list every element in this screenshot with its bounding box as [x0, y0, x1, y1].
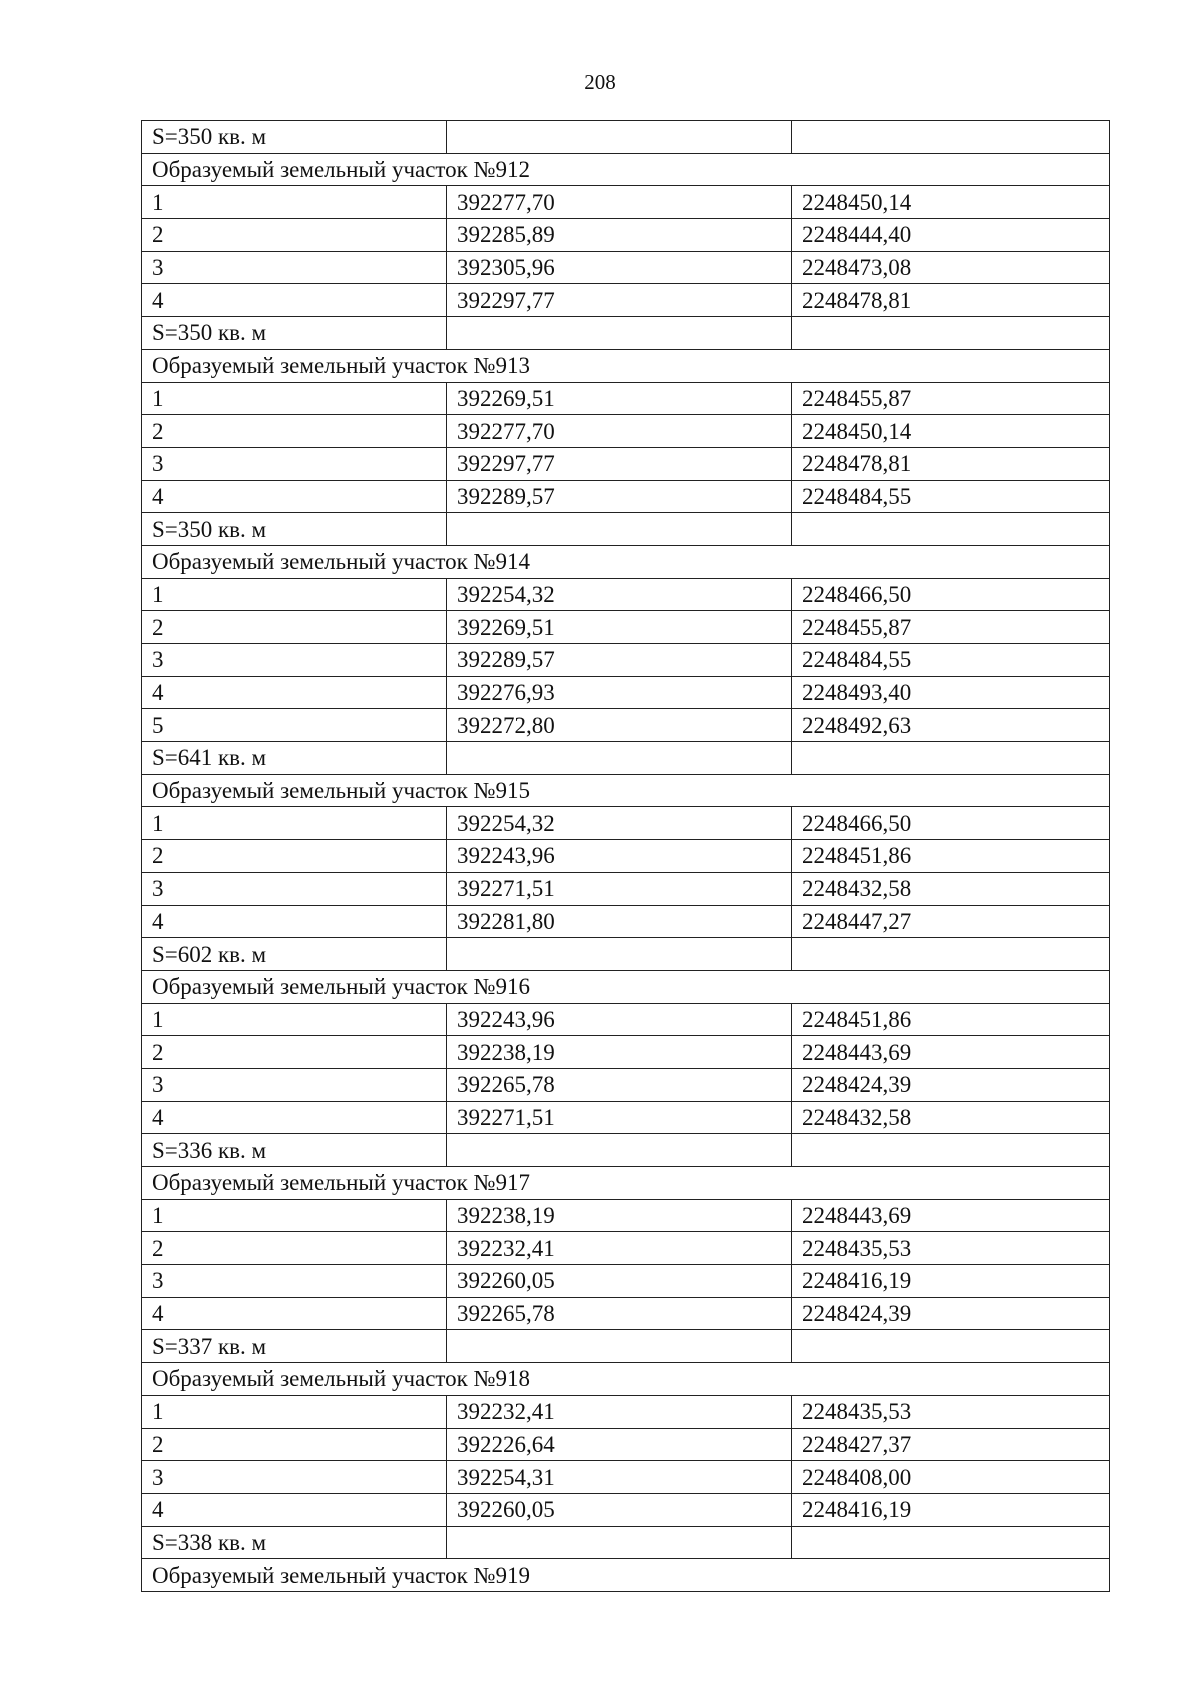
y-coordinate: 2248424,39	[792, 1068, 1110, 1101]
empty-cell	[792, 938, 1110, 971]
x-coordinate: 392232,41	[447, 1395, 792, 1428]
y-coordinate: 2248484,55	[792, 644, 1110, 677]
empty-cell	[792, 513, 1110, 546]
x-coordinate: 392281,80	[447, 905, 792, 938]
parcel-title: Образуемый земельный участок №913	[142, 349, 1110, 382]
point-row	[142, 1036, 1110, 1069]
point-row	[142, 447, 1110, 480]
x-coordinate: 392243,96	[447, 1003, 792, 1036]
point-number: 2	[142, 840, 447, 873]
x-coordinate: 392243,96	[447, 840, 792, 873]
area-row	[142, 1330, 1110, 1363]
parcel-title: Образуемый земельный участок №916	[142, 970, 1110, 1003]
point-number: 3	[142, 1068, 447, 1101]
point-number: 1	[142, 382, 447, 415]
x-coordinate: 392276,93	[447, 676, 792, 709]
area-value: S=337 кв. м	[142, 1330, 447, 1363]
parcel-title-row	[142, 1167, 1110, 1200]
y-coordinate: 2248435,53	[792, 1395, 1110, 1428]
empty-cell	[792, 1526, 1110, 1559]
x-coordinate: 392297,77	[447, 447, 792, 480]
point-number: 1	[142, 807, 447, 840]
y-coordinate: 2248455,87	[792, 611, 1110, 644]
x-coordinate: 392232,41	[447, 1232, 792, 1265]
parcel-title-row	[142, 1559, 1110, 1592]
empty-cell	[792, 742, 1110, 775]
x-coordinate: 392260,05	[447, 1493, 792, 1526]
x-coordinate: 392254,31	[447, 1461, 792, 1494]
point-row	[142, 578, 1110, 611]
point-row	[142, 480, 1110, 513]
x-coordinate: 392289,57	[447, 480, 792, 513]
point-row	[142, 1297, 1110, 1330]
empty-cell	[792, 317, 1110, 350]
point-number: 1	[142, 1395, 447, 1428]
point-number: 2	[142, 219, 447, 252]
point-row	[142, 1068, 1110, 1101]
x-coordinate: 392305,96	[447, 251, 792, 284]
parcel-title-row	[142, 153, 1110, 186]
coordinates-table	[141, 120, 1110, 1592]
x-coordinate: 392277,70	[447, 186, 792, 219]
empty-cell	[447, 1134, 792, 1167]
point-number: 4	[142, 480, 447, 513]
area-row	[142, 938, 1110, 971]
point-number: 4	[142, 1493, 447, 1526]
point-number: 1	[142, 578, 447, 611]
point-number: 3	[142, 1461, 447, 1494]
y-coordinate: 2248451,86	[792, 840, 1110, 873]
point-row	[142, 284, 1110, 317]
parcel-title: Образуемый земельный участок №919	[142, 1559, 1110, 1592]
empty-cell	[792, 1134, 1110, 1167]
point-number: 3	[142, 447, 447, 480]
point-row	[142, 1101, 1110, 1134]
point-number: 2	[142, 1232, 447, 1265]
y-coordinate: 2248408,00	[792, 1461, 1110, 1494]
y-coordinate: 2248478,81	[792, 447, 1110, 480]
y-coordinate: 2248416,19	[792, 1265, 1110, 1298]
point-row	[142, 1461, 1110, 1494]
parcel-title-row	[142, 970, 1110, 1003]
empty-cell	[792, 121, 1110, 154]
parcel-title-row	[142, 545, 1110, 578]
point-number: 2	[142, 1036, 447, 1069]
parcel-title-row	[142, 774, 1110, 807]
point-row	[142, 611, 1110, 644]
point-row	[142, 1265, 1110, 1298]
empty-cell	[447, 742, 792, 775]
x-coordinate: 392238,19	[447, 1199, 792, 1232]
point-row	[142, 807, 1110, 840]
y-coordinate: 2248432,58	[792, 872, 1110, 905]
area-row	[142, 317, 1110, 350]
x-coordinate: 392277,70	[447, 415, 792, 448]
point-row	[142, 1428, 1110, 1461]
y-coordinate: 2248427,37	[792, 1428, 1110, 1461]
point-row	[142, 1493, 1110, 1526]
parcel-title: Образуемый земельный участок №914	[142, 545, 1110, 578]
empty-cell	[447, 1526, 792, 1559]
point-number: 1	[142, 1199, 447, 1232]
area-value: S=350 кв. м	[142, 121, 447, 154]
x-coordinate: 392289,57	[447, 644, 792, 677]
empty-cell	[792, 1330, 1110, 1363]
x-coordinate: 392226,64	[447, 1428, 792, 1461]
y-coordinate: 2248416,19	[792, 1493, 1110, 1526]
area-row	[142, 513, 1110, 546]
empty-cell	[447, 121, 792, 154]
area-value: S=336 кв. м	[142, 1134, 447, 1167]
y-coordinate: 2248450,14	[792, 415, 1110, 448]
point-number: 1	[142, 1003, 447, 1036]
point-row	[142, 840, 1110, 873]
x-coordinate: 392269,51	[447, 382, 792, 415]
point-row	[142, 1003, 1110, 1036]
y-coordinate: 2248424,39	[792, 1297, 1110, 1330]
parcel-title: Образуемый земельный участок №912	[142, 153, 1110, 186]
area-row	[142, 1134, 1110, 1167]
point-row	[142, 1199, 1110, 1232]
x-coordinate: 392285,89	[447, 219, 792, 252]
parcel-title-row	[142, 349, 1110, 382]
x-coordinate: 392260,05	[447, 1265, 792, 1298]
point-row	[142, 1232, 1110, 1265]
y-coordinate: 2248443,69	[792, 1036, 1110, 1069]
empty-cell	[447, 1330, 792, 1363]
y-coordinate: 2248444,40	[792, 219, 1110, 252]
point-number: 4	[142, 905, 447, 938]
area-value: S=602 кв. м	[142, 938, 447, 971]
parcel-title-row	[142, 1363, 1110, 1396]
empty-cell	[447, 938, 792, 971]
x-coordinate: 392272,80	[447, 709, 792, 742]
point-row	[142, 382, 1110, 415]
y-coordinate: 2248455,87	[792, 382, 1110, 415]
y-coordinate: 2248478,81	[792, 284, 1110, 317]
page-number: 208	[584, 70, 616, 94]
point-row	[142, 251, 1110, 284]
empty-cell	[447, 317, 792, 350]
parcel-title: Образуемый земельный участок №918	[142, 1363, 1110, 1396]
y-coordinate: 2248435,53	[792, 1232, 1110, 1265]
point-number: 4	[142, 676, 447, 709]
y-coordinate: 2248432,58	[792, 1101, 1110, 1134]
x-coordinate: 392297,77	[447, 284, 792, 317]
point-number: 1	[142, 186, 447, 219]
point-row	[142, 219, 1110, 252]
x-coordinate: 392254,32	[447, 807, 792, 840]
x-coordinate: 392265,78	[447, 1068, 792, 1101]
point-number: 5	[142, 709, 447, 742]
area-row	[142, 121, 1110, 154]
point-row	[142, 1395, 1110, 1428]
point-number: 3	[142, 872, 447, 905]
parcel-title: Образуемый земельный участок №917	[142, 1167, 1110, 1200]
y-coordinate: 2248484,55	[792, 480, 1110, 513]
area-row	[142, 742, 1110, 775]
point-number: 3	[142, 251, 447, 284]
point-row	[142, 415, 1110, 448]
point-number: 2	[142, 1428, 447, 1461]
point-number: 4	[142, 1297, 447, 1330]
x-coordinate: 392238,19	[447, 1036, 792, 1069]
y-coordinate: 2248466,50	[792, 578, 1110, 611]
point-row	[142, 644, 1110, 677]
point-number: 2	[142, 415, 447, 448]
area-value: S=338 кв. м	[142, 1526, 447, 1559]
y-coordinate: 2248473,08	[792, 251, 1110, 284]
area-value: S=350 кв. м	[142, 317, 447, 350]
point-number: 2	[142, 611, 447, 644]
x-coordinate: 392265,78	[447, 1297, 792, 1330]
y-coordinate: 2248443,69	[792, 1199, 1110, 1232]
x-coordinate: 392271,51	[447, 1101, 792, 1134]
point-row	[142, 905, 1110, 938]
y-coordinate: 2248466,50	[792, 807, 1110, 840]
parcel-title: Образуемый земельный участок №915	[142, 774, 1110, 807]
point-number: 3	[142, 644, 447, 677]
y-coordinate: 2248447,27	[792, 905, 1110, 938]
area-row	[142, 1526, 1110, 1559]
y-coordinate: 2248451,86	[792, 1003, 1110, 1036]
point-row	[142, 186, 1110, 219]
y-coordinate: 2248493,40	[792, 676, 1110, 709]
empty-cell	[447, 513, 792, 546]
point-row	[142, 709, 1110, 742]
point-row	[142, 872, 1110, 905]
y-coordinate: 2248450,14	[792, 186, 1110, 219]
x-coordinate: 392271,51	[447, 872, 792, 905]
point-row	[142, 676, 1110, 709]
point-number: 3	[142, 1265, 447, 1298]
area-value: S=641 кв. м	[142, 742, 447, 775]
x-coordinate: 392269,51	[447, 611, 792, 644]
point-number: 4	[142, 284, 447, 317]
x-coordinate: 392254,32	[447, 578, 792, 611]
point-number: 4	[142, 1101, 447, 1134]
y-coordinate: 2248492,63	[792, 709, 1110, 742]
area-value: S=350 кв. м	[142, 513, 447, 546]
